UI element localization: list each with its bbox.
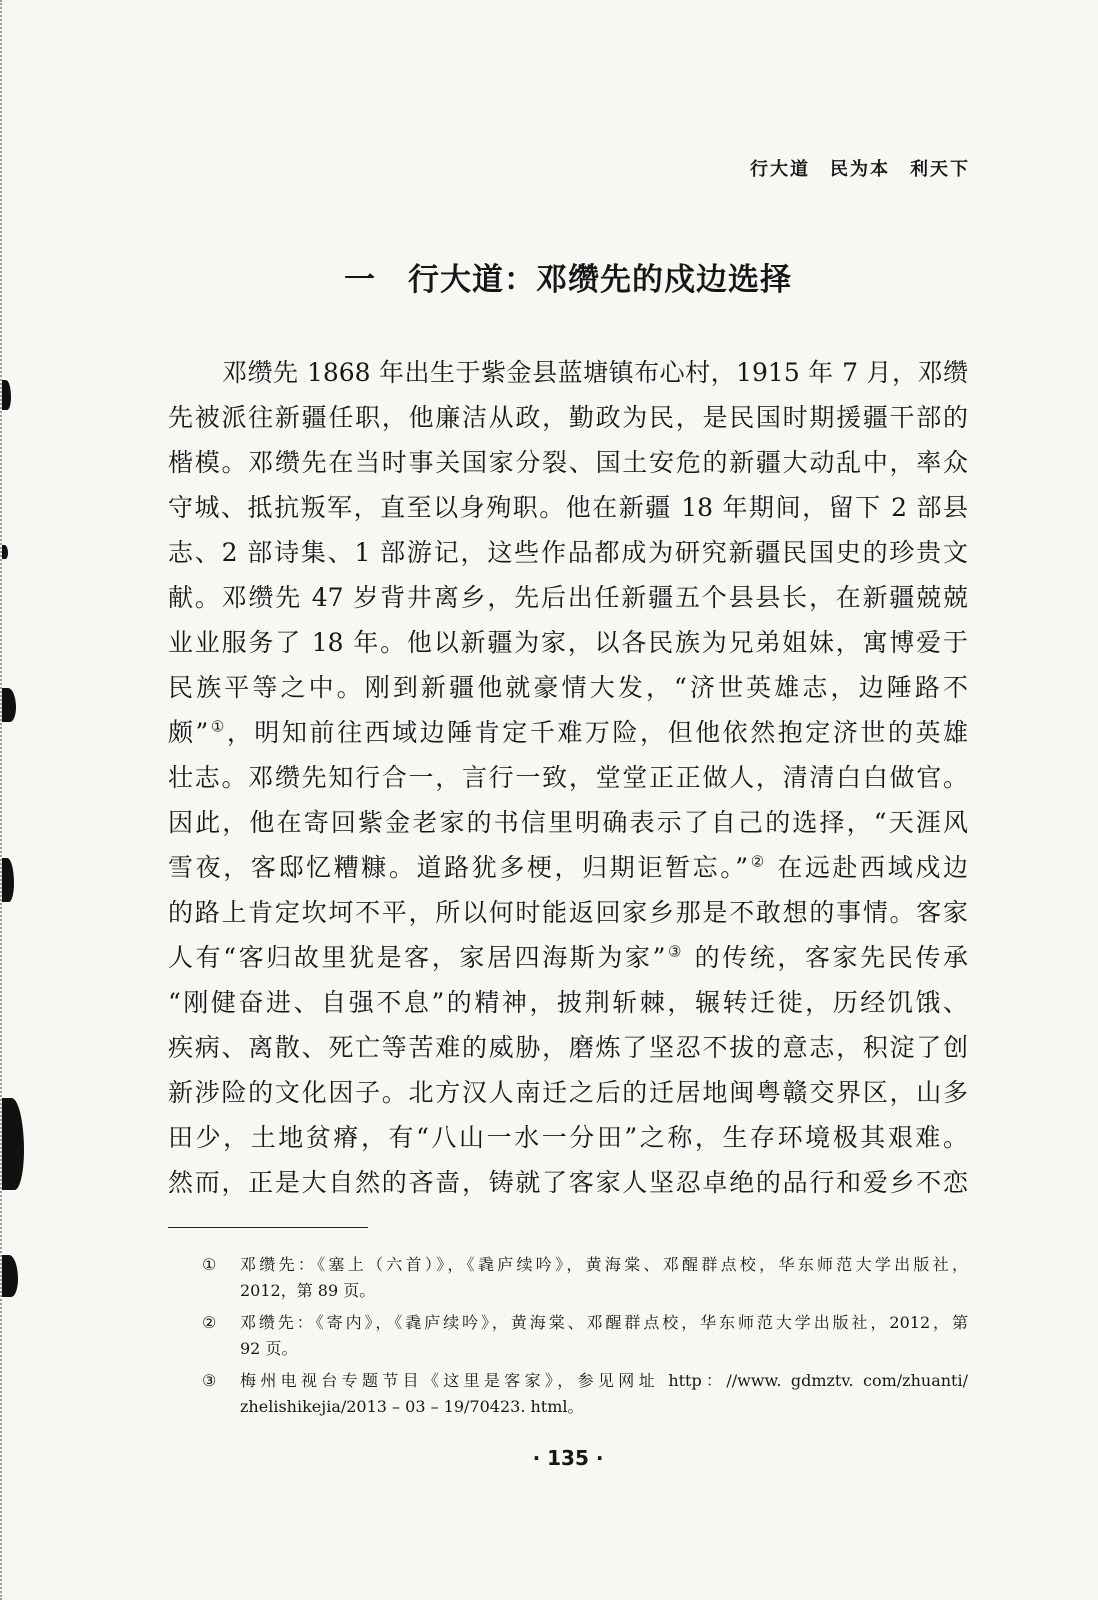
- footnote-line: 邓缵先：《寄内》，《毳庐续吟》，黄海棠、邓醒群点校，华东师范大学出版社，2012，第: [240, 1313, 968, 1332]
- body-line: 疾病、离散、死亡等苦难的威胁，磨炼了坚忍不拔的意志，积淀了创: [168, 1033, 968, 1062]
- body-line: 的路上肯定坎坷不平，所以何时能返回家乡那是不敢想的事情。客家: [168, 898, 968, 927]
- body-line-text: 人有“客归故里犹是客，家居四海斯为家”: [168, 943, 666, 972]
- section-title: 一 行大道：邓缵先的戍边选择: [344, 262, 792, 298]
- footnote-marker: ③: [202, 1371, 217, 1390]
- body-line: 业业服务了 18 年。他以新疆为家，以各民族为兄弟姐妹，寓博爱于: [168, 628, 968, 657]
- scan-mark: [2, 1098, 24, 1190]
- scan-edge: [0, 0, 26, 1600]
- footnote-line: 2012，第 89 页。: [240, 1281, 376, 1300]
- body-line-text: ，明知前往西域边陲肯定千难万险，但他依然抱定济世的英雄: [226, 718, 968, 747]
- scan-mark: [2, 545, 8, 559]
- body-line: 然而，正是大自然的吝啬，铸就了客家人坚忍卓绝的品行和爱乡不恋: [168, 1168, 968, 1197]
- body-line-text: 颇”: [168, 718, 209, 747]
- footnote: [200, 1252, 968, 1304]
- body-line: 壮志。邓缵先知行合一，言行一致，堂堂正正做人，清清白白做官。: [168, 763, 968, 792]
- footnotes: [200, 1252, 968, 1426]
- body-line-text: 的传统，客家先民传承: [684, 943, 968, 972]
- footnote: [200, 1310, 968, 1362]
- page-number: · 135 ·: [532, 1446, 604, 1470]
- footnote-ref: ①: [208, 717, 227, 736]
- scan-mark: [2, 858, 14, 902]
- body-line: 新涉险的文化因子。北方汉人南迁之后的迁居地闽粤赣交界区，山多: [168, 1078, 968, 1107]
- body-line: [168, 710, 968, 755]
- body-line: 志、2 部诗集、1 部游记，这些作品都成为研究新疆民国史的珍贵文: [168, 538, 968, 567]
- body-line: 楷模。邓缵先在当时事关国家分裂、国土安危的新疆大动乱中，率众: [168, 448, 968, 477]
- body-line-text: 在远赴西域戍边: [766, 853, 968, 882]
- footnote-marker: ①: [202, 1255, 217, 1274]
- footnote-line: 梅州电视台专题节目《这里是客家》，参见网址 http：//www. gdmztv. com/zhuanti/: [240, 1371, 968, 1390]
- body-line: 邓缵先 1868 年出生于紫金县蓝塘镇布心村，1915 年 7 月，邓缵: [222, 358, 968, 387]
- body-line: [168, 935, 968, 980]
- footnote: [200, 1368, 968, 1420]
- footnote-ref: ②: [748, 852, 767, 871]
- body-line: 守城、抵抗叛军，直至以身殉职。他在新疆 18 年期间，留下 2 部县: [168, 493, 968, 522]
- footnote-line: 92 页。: [240, 1339, 298, 1358]
- body-line: 先被派往新疆任职，他廉洁从政，勤政为民，是民国时期援疆干部的: [168, 403, 968, 432]
- body-paragraph: [168, 350, 968, 1205]
- body-line: 因此，他在寄回紫金老家的书信里明确表示了自己的选择，“天涯风: [168, 808, 968, 837]
- scan-mark: [2, 380, 11, 410]
- body-line: [168, 845, 968, 890]
- scan-mark: [2, 688, 16, 722]
- footnote-ref: ③: [665, 942, 685, 961]
- running-header: 行大道 民为本 利天下: [750, 159, 970, 180]
- footnote-line: 邓缵先：《塞上（六首）》，《毳庐续吟》，黄海棠、邓醒群点校，华东师范大学出版社，: [240, 1255, 968, 1274]
- body-line: 献。邓缵先 47 岁背井离乡，先后出任新疆五个县县长，在新疆兢兢: [168, 583, 968, 612]
- body-line: “刚健奋进、自强不息”的精神，披荆斩棘，辗转迁徙，历经饥饿、: [168, 988, 968, 1017]
- footnote-line: zhelishikejia/2013 – 03 – 19/70423. html。: [240, 1397, 584, 1416]
- footnote-divider: [168, 1227, 368, 1228]
- body-line: 田少，土地贫瘠，有“八山一水一分田”之称，生存环境极其艰难。: [168, 1123, 968, 1152]
- body-line-text: 雪夜，客邸忆糟糠。道路犹多梗，归期讵暂忘。”: [168, 853, 749, 882]
- scan-mark: [2, 1255, 18, 1297]
- body-line: 民族平等之中。刚到新疆他就豪情大发，“济世英雄志，边陲路不: [168, 673, 968, 702]
- footnote-marker: ②: [202, 1313, 217, 1332]
